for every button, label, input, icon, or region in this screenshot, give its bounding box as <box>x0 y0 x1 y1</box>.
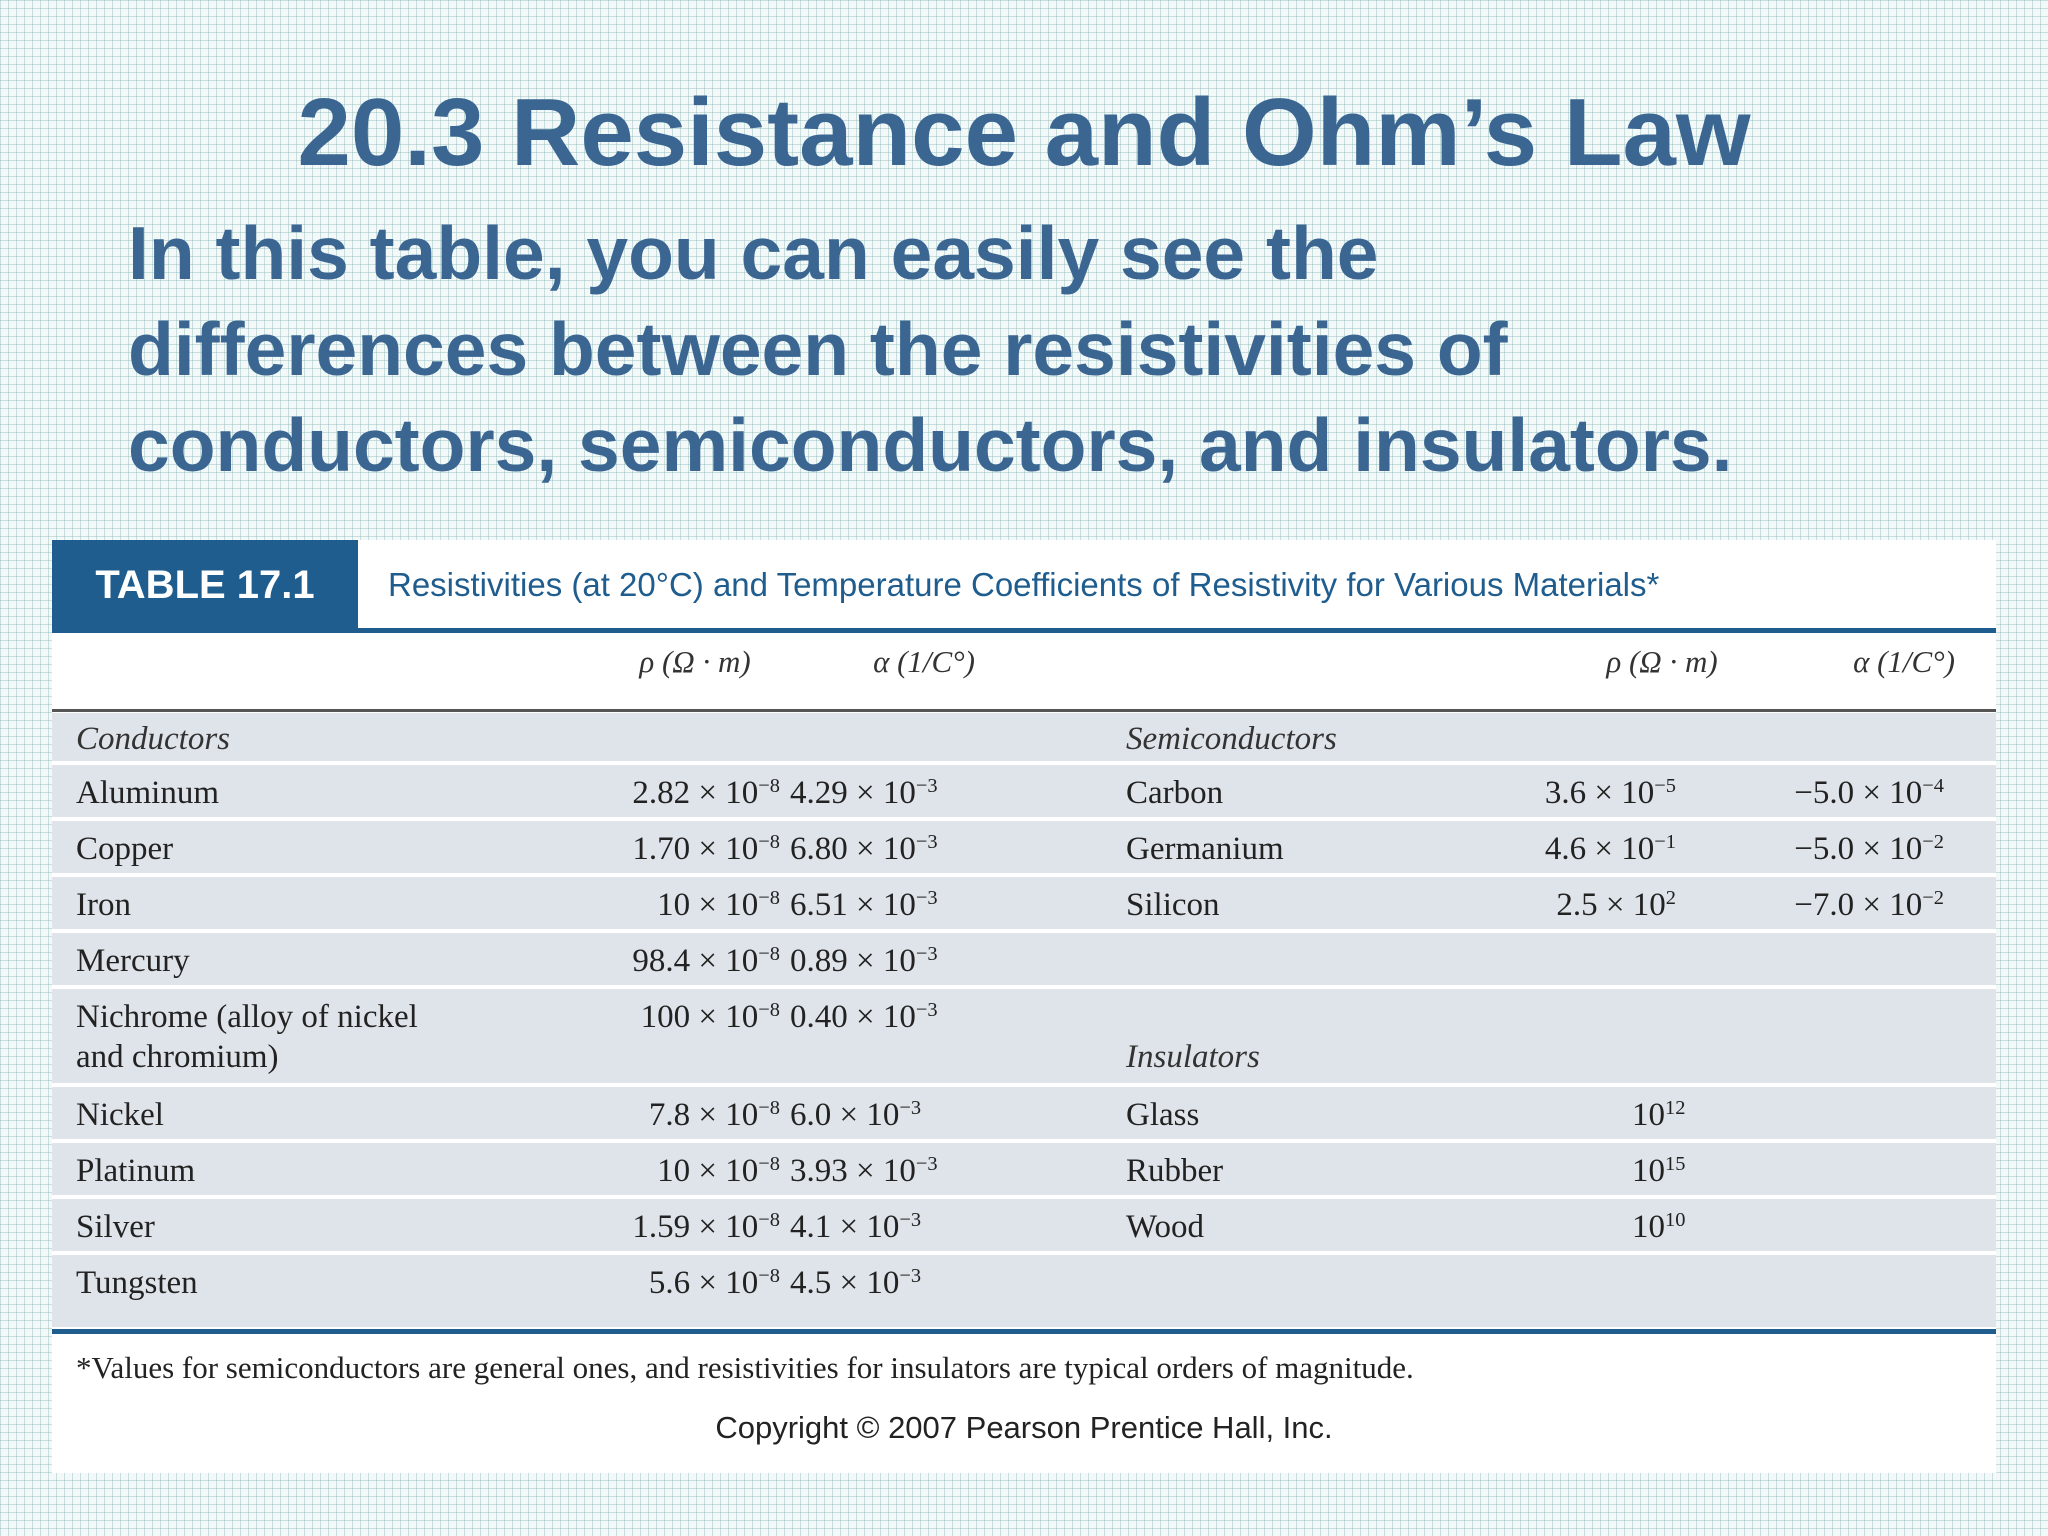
table-row <box>52 1143 1996 1199</box>
category-semiconductors: Semiconductors <box>1126 721 1337 757</box>
resistivity-value: $3.6 \times 10^{-5}$ <box>1544 774 1676 811</box>
col-head-rho-left: ρ (Ω · m) <box>639 644 751 679</box>
temp-coefficient-value: $-5.0 \times 10^{-2}$ <box>1794 830 1944 867</box>
temp-coefficient-value: $-5.0 \times 10^{-4}$ <box>1794 774 1944 811</box>
resistivity-value: $1.59 \times 10^{-8}$ <box>632 1208 780 1245</box>
col-head-rho-right: ρ (Ω · m) <box>1606 644 1718 679</box>
resistivity-value: $10^{12}$ <box>1632 1096 1686 1133</box>
material-name: Silver <box>76 1209 155 1245</box>
slide-body-text <box>128 205 1978 493</box>
table-row <box>52 1199 1996 1255</box>
slide-title: 20.3 Resistance and Ohm’s Law <box>297 79 1751 186</box>
table-header-rule <box>52 709 1996 712</box>
material-name: Rubber <box>1126 1153 1224 1189</box>
material-name: Iron <box>76 887 131 923</box>
material-name: Silicon <box>1126 887 1220 923</box>
temp-coefficient-value: $6.0 \times 10^{-3}$ <box>790 1096 922 1133</box>
table-row <box>52 765 1996 821</box>
table-row <box>52 989 1996 1087</box>
resistivity-value: $10^{15}$ <box>1632 1152 1686 1189</box>
temp-coefficient-value: $6.80 \times 10^{-3}$ <box>790 830 938 867</box>
resistivity-value: $10 \times 10^{-8}$ <box>657 886 780 923</box>
resistivity-value: $2.82 \times 10^{-8}$ <box>632 774 780 811</box>
table-header-bar <box>52 540 1996 630</box>
temp-coefficient-value: $4.5 \times 10^{-3}$ <box>790 1264 922 1301</box>
material-name: Glass <box>1126 1097 1200 1133</box>
table-row <box>52 1255 1996 1327</box>
body-line-3: conductors, semiconductors, and insulators. <box>128 403 1733 487</box>
body-line-1: In this table, you can easily see the <box>128 211 1379 295</box>
material-name: Nickel <box>76 1097 164 1133</box>
table-footnote: *Values for semiconductors are general ones, and resistivities for insulators are typical orders of magnitude. <box>76 1350 1414 1385</box>
table-row <box>52 877 1996 933</box>
resistivity-value: $4.6 \times 10^{-1}$ <box>1544 830 1676 867</box>
resistivity-value: $1.70 \times 10^{-8}$ <box>632 830 780 867</box>
table-caption: Resistivities (at 20°C) and Temperature Coefficients of Resistivity for Various Materials* <box>388 566 1660 603</box>
body-line-2: differences between the resistivities of <box>128 307 1508 391</box>
resistivity-value: $5.6 \times 10^{-8}$ <box>648 1264 780 1301</box>
material-name: Wood <box>1126 1209 1205 1245</box>
col-head-alpha-left: α (1/C°) <box>873 644 975 679</box>
material-name: Copper <box>76 831 174 867</box>
material-name-continued: and chromium) <box>76 1039 279 1075</box>
temp-coefficient-value: $3.93 \times 10^{-3}$ <box>790 1152 938 1189</box>
temp-coefficient-value: $0.40 \times 10^{-3}$ <box>790 998 938 1035</box>
resistivity-value: $100 \times 10^{-8}$ <box>640 998 780 1035</box>
temp-coefficient-value: $0.89 \times 10^{-3}$ <box>790 942 938 979</box>
table-bottom-rule <box>52 1329 1996 1334</box>
table-top-rule <box>52 628 1996 633</box>
table-row <box>52 1087 1996 1143</box>
material-name: Carbon <box>1126 775 1224 811</box>
resistivity-table <box>52 540 1996 1473</box>
resistivity-value: $10^{10}$ <box>1632 1208 1686 1245</box>
resistivity-value: $7.8 \times 10^{-8}$ <box>648 1096 780 1133</box>
material-name: Tungsten <box>76 1265 198 1301</box>
table-row <box>52 933 1996 989</box>
copyright-notice: Copyright © 2007 Pearson Prentice Hall, Inc. <box>715 1410 1333 1445</box>
resistivity-value: $98.4 \times 10^{-8}$ <box>632 942 780 979</box>
col-head-alpha-right: α (1/C°) <box>1853 644 1955 679</box>
resistivity-value: $10 \times 10^{-8}$ <box>657 1152 780 1189</box>
material-name: Mercury <box>76 943 190 979</box>
table-row <box>52 821 1996 877</box>
table-number-label: TABLE 17.1 <box>52 540 358 630</box>
temp-coefficient-value: $4.1 \times 10^{-3}$ <box>790 1208 922 1245</box>
table-body <box>52 713 1996 1327</box>
temp-coefficient-value: $4.29 \times 10^{-3}$ <box>790 774 938 811</box>
category-insulators: Insulators <box>1126 1039 1260 1075</box>
material-name: Platinum <box>76 1153 196 1189</box>
temp-coefficient-value: $6.51 \times 10^{-3}$ <box>790 886 938 923</box>
resistivity-value: $2.5 \times 10^2$ <box>1556 886 1676 923</box>
material-name: Aluminum <box>76 775 220 811</box>
category-conductors: Conductors <box>76 721 231 757</box>
table-row <box>52 713 1996 765</box>
material-name: Nichrome (alloy of nickel <box>76 999 418 1035</box>
material-name: Germanium <box>1126 831 1284 867</box>
temp-coefficient-value: $-7.0 \times 10^{-2}$ <box>1794 886 1944 923</box>
